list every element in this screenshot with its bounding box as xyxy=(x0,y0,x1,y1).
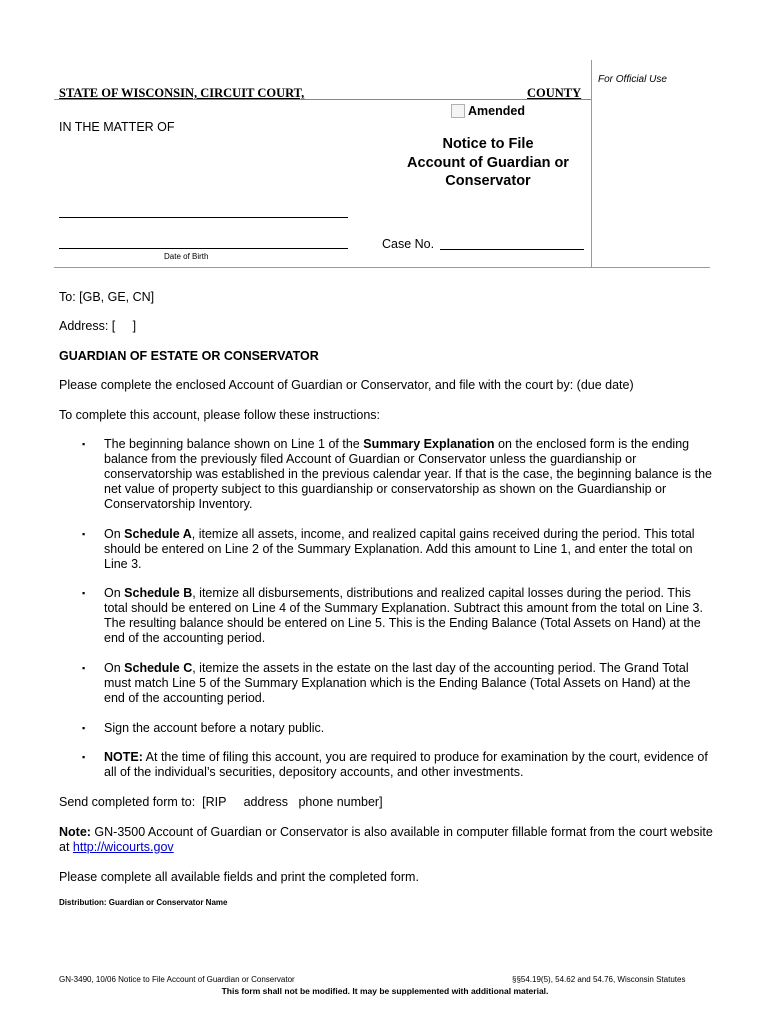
note-paragraph xyxy=(59,825,719,855)
form-title-line-3: Conservator xyxy=(445,173,531,189)
section-heading: GUARDIAN OF ESTATE OR CONSERVATOR xyxy=(59,349,319,363)
case-no-label: Case No. xyxy=(382,237,435,251)
bullet-text: On Schedule B, itemize all disbursements, distributions and realized capital losses during the period. This total should be entered on Line 4 of the Summary Explanation. Subtract this amount from the total on Line 3. The resulting balance should be entered on Line 5. This is the Ending Balance (Total Assets on Hand) at the end of the accounting period. xyxy=(104,586,703,645)
bullet-text: The beginning balance shown on Line 1 of the Summary Explanation on the enclosed form is the ending balance from the previously filed Account of Guardian or Conservator unless the guardianship or conservatorship was established in the previous calendar year. If that is the case, the beginning balance is the net value of property subject to this guardianship or conservatorship as shown on the Guardianship or Conservatorship Inventory. xyxy=(104,437,713,511)
bullet-text: Sign the account before a notary public. xyxy=(104,721,325,735)
bullet-marker: ▪ xyxy=(82,529,86,539)
footer-disclaimer: This form shall not be modified. It may be supplemented with additional material. xyxy=(221,986,549,996)
bullet-text: NOTE: At the time of filing this account, you are required to produce for examination by the court, evidence of all of the individual’s securities, depository accounts, and other investments. xyxy=(104,750,708,779)
in-the-matter-label: IN THE MATTER OF xyxy=(59,120,175,134)
address-text: Address: [ ] xyxy=(59,319,137,333)
instructions-lead: To complete this account, please follow these instructions: xyxy=(59,408,381,422)
to-line: To: [GB, GE, CN] xyxy=(59,290,155,304)
address-line xyxy=(59,319,719,334)
bullet-marker: ▪ xyxy=(82,723,86,733)
dob-label: Date of Birth xyxy=(164,252,209,261)
intro-text: Please complete the enclosed Account of Guardian or Conservator, and file with the court by: (due date) xyxy=(59,378,634,392)
official-use-label: For Official Use xyxy=(598,74,667,85)
complete-all-text: Please complete all available fields and print the completed form. xyxy=(59,870,419,884)
county-label: COUNTY xyxy=(527,86,582,100)
bullet-marker: ▪ xyxy=(82,663,86,673)
note-text: GN-3500 Account of Guardian or Conservator is also available in computer fillable format from the court website at xyxy=(59,825,713,854)
bullet-text: On Schedule C, itemize the assets in the estate on the last day of the accounting period. The Grand Total must match Line 5 of the Summary Explanation which is the Ending Balance (Total Assets on Hand) at the end of the accounting period. xyxy=(104,661,691,705)
note-label: Note: xyxy=(59,825,91,839)
bullet-text: On Schedule A, itemize all assets, income, and realized capital gains received during the period. This total should be entered on Line 2 of the Summary Explanation. Add this amount to Line 1, and enter the total on Line 3. xyxy=(104,527,695,571)
send-to-line xyxy=(59,795,719,810)
amended-checkbox[interactable] xyxy=(451,104,465,118)
bullet-marker: ▪ xyxy=(82,588,86,598)
form-title-line-2: Account of Guardian or xyxy=(407,154,569,171)
dob-field[interactable] xyxy=(59,248,348,249)
name-field[interactable] xyxy=(59,217,348,218)
bullet-marker: ▪ xyxy=(82,752,86,762)
court-label: STATE OF WISCONSIN, CIRCUIT COURT, xyxy=(59,86,305,100)
send-to-text: Send completed form to: [RIP address phone number] xyxy=(59,795,383,809)
bullet-marker: ▪ xyxy=(82,439,86,449)
amended-label: Amended xyxy=(468,104,525,118)
header-bottom-rule xyxy=(54,267,710,268)
form-title xyxy=(388,135,588,191)
distribution-line: Distribution: Guardian or Conservator Name xyxy=(59,898,228,907)
footer-form-id: GN-3490, 10/06 Notice to File Account of Guardian or Conservator xyxy=(59,975,295,984)
form-title-line-1: Notice to File xyxy=(442,136,534,152)
official-use-divider xyxy=(591,60,592,267)
wicourts-link[interactable]: http://wicourts.gov xyxy=(72,840,174,854)
case-no-field[interactable] xyxy=(440,249,584,250)
footer-statutes: §§54.19(5), 54.62 and 54.76, Wisconsin Statutes xyxy=(512,975,686,984)
